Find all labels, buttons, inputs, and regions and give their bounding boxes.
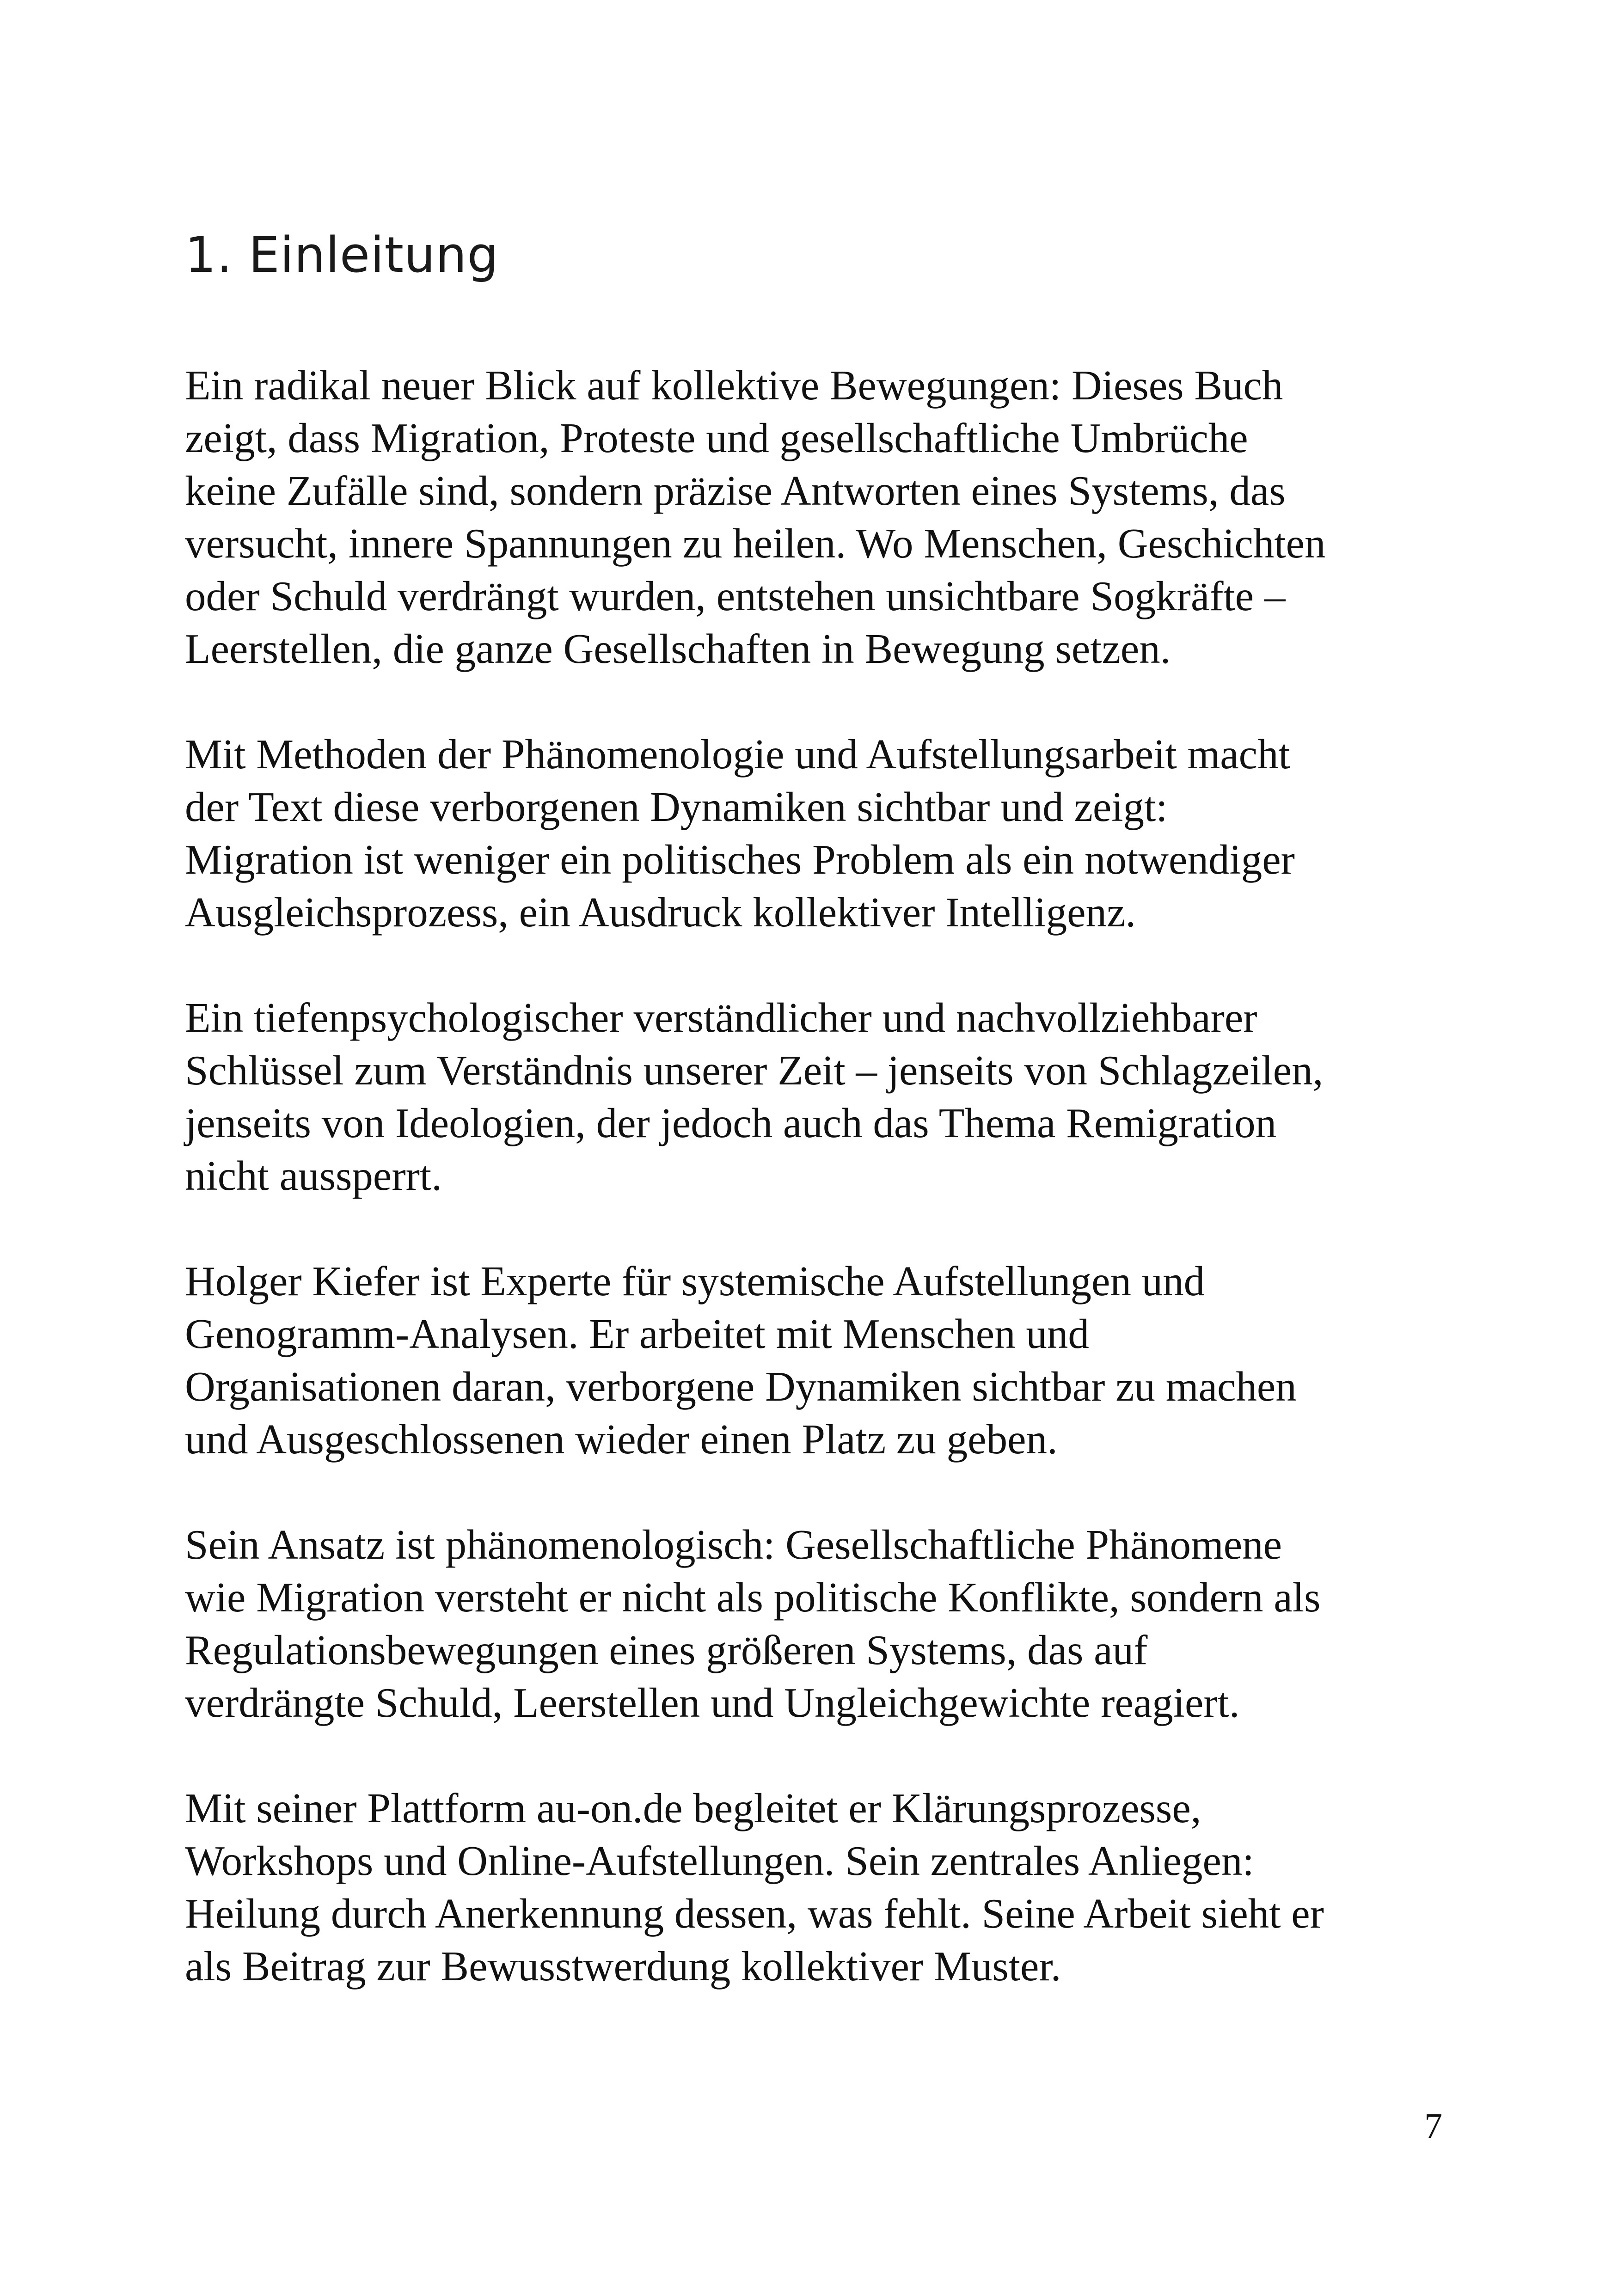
text-line: Leerstellen, die ganze Gesellschaften in Bewegung setzen. (185, 625, 1171, 672)
paragraph-key (185, 992, 1470, 1202)
text-line: Workshops und Online-Aufstellungen. Sein zentrales Anliegen: (185, 1837, 1254, 1884)
text-line: Schlüssel zum Verständnis unserer Zeit – jenseits von Schlagzeilen, (185, 1047, 1324, 1094)
text-line: Heilung durch Anerkennung dessen, was fehlt. Seine Arbeit sieht er (185, 1890, 1324, 1937)
text-line: Holger Kiefer ist Experte für systemische Aufstellungen und (185, 1258, 1205, 1304)
text-line: Ein tiefenpsychologischer verständlicher und nachvollziehbarer (185, 994, 1257, 1041)
paragraph-approach (185, 1518, 1470, 1729)
text-line: Organisationen daran, verborgene Dynamiken sichtbar zu machen (185, 1363, 1297, 1410)
text-line: der Text diese verborgenen Dynamiken sichtbar und zeigt: (185, 784, 1168, 830)
paragraph-intro (185, 359, 1470, 675)
paragraph-methods (185, 728, 1470, 939)
text-line: Migration ist weniger ein politisches Problem als ein notwendiger (185, 836, 1295, 883)
text-line: Genogramm-Analysen. Er arbeitet mit Menschen und (185, 1310, 1089, 1357)
body-text (185, 359, 1470, 2045)
text-line: keine Zufälle sind, sondern präzise Antworten eines Systems, das (185, 467, 1286, 514)
text-line: und Ausgeschlossenen wieder einen Platz zu geben. (185, 1416, 1058, 1463)
text-line: wie Migration versteht er nicht als politische Konflikte, sondern als (185, 1574, 1321, 1621)
page-number: 7 (1424, 2106, 1442, 2146)
text-line: Mit Methoden der Phänomenologie und Aufstellungsarbeit macht (185, 731, 1290, 778)
chapter-heading: 1. Einleitung (185, 227, 499, 283)
text-line: Ausgleichsprozess, ein Ausdruck kollektiver Intelligenz. (185, 889, 1136, 936)
text-line: Sein Ansatz ist phänomenologisch: Gesellschaftliche Phänomene (185, 1521, 1282, 1568)
text-line: Regulationsbewegungen eines größeren Systems, das auf (185, 1627, 1148, 1673)
text-line: als Beitrag zur Bewusstwerdung kollektiver Muster. (185, 1943, 1061, 1990)
paragraph-platform (185, 1782, 1470, 1993)
text-line: oder Schuld verdrängt wurden, entstehen unsichtbare Sogkräfte – (185, 573, 1286, 619)
text-line: verdrängte Schuld, Leerstellen und Ungleichgewichte reagiert. (185, 1679, 1240, 1726)
text-line: jenseits von Ideologien, der jedoch auch das Thema Remigration (185, 1100, 1277, 1146)
text-line: Ein radikal neuer Blick auf kollektive Bewegungen: Dieses Buch (185, 362, 1283, 409)
paragraph-author (185, 1255, 1470, 1466)
text-line: versucht, innere Spannungen zu heilen. Wo Menschen, Geschichten (185, 520, 1326, 567)
text-line: nicht aussperrt. (185, 1152, 442, 1199)
text-line: Mit seiner Plattform au-on.de begleitet er Klärungsprozesse, (185, 1785, 1201, 1831)
text-line: zeigt, dass Migration, Proteste und gesellschaftliche Umbrüche (185, 415, 1248, 461)
